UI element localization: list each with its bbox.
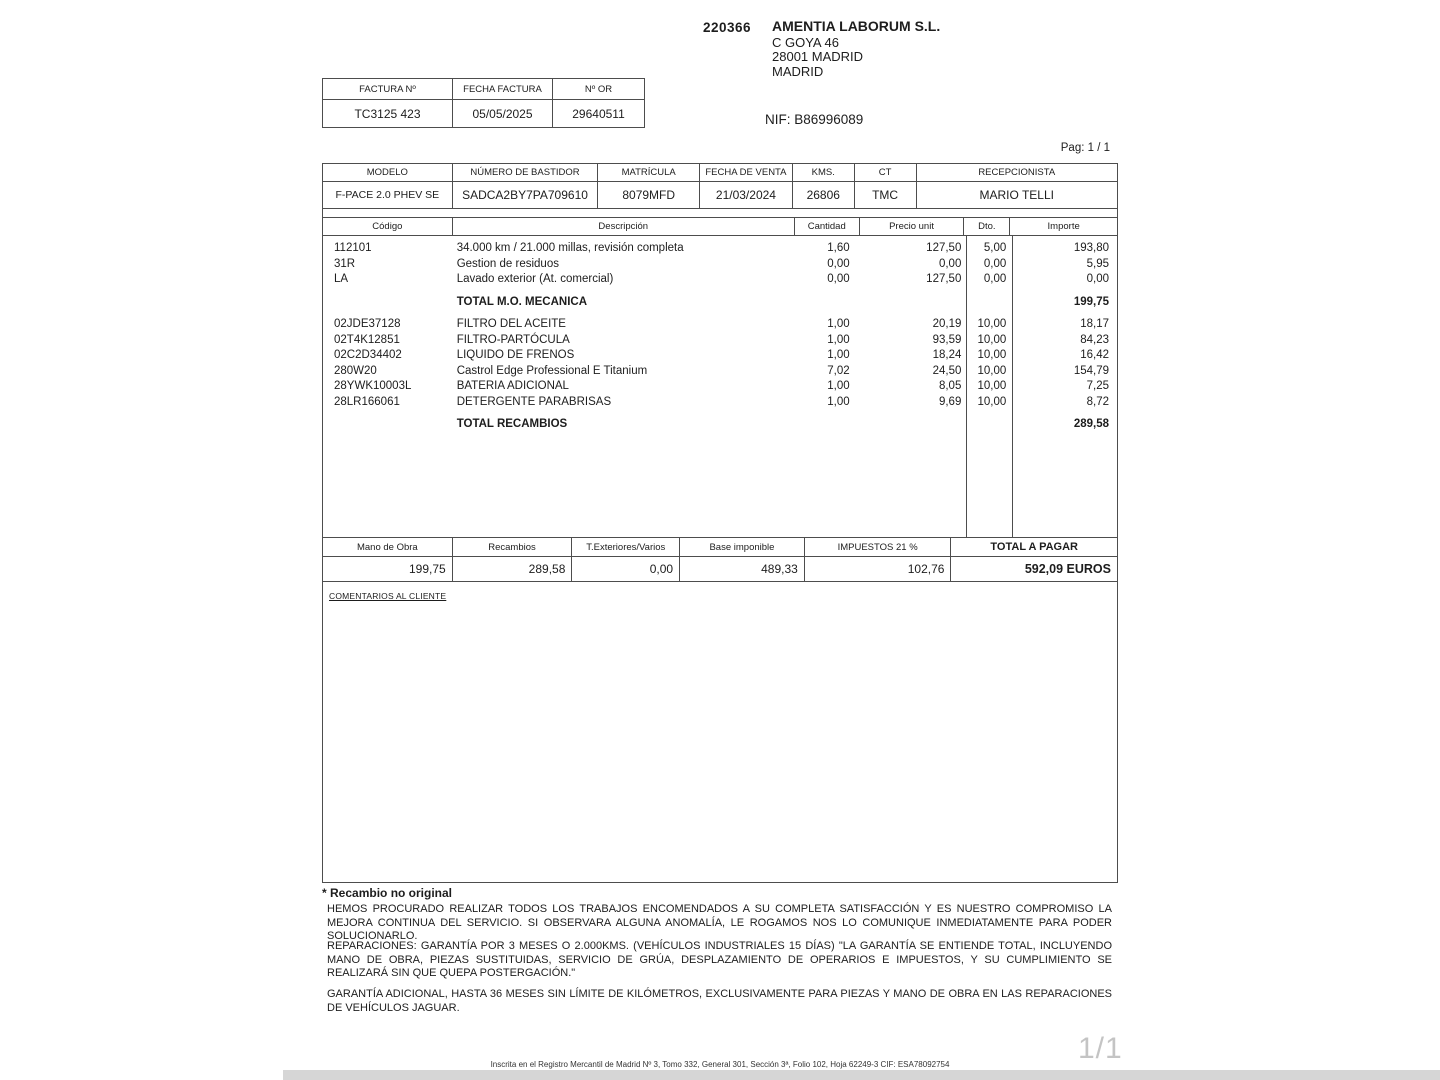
vehicle-header-row: [323, 164, 1117, 182]
item-qty: 7,02: [827, 364, 850, 377]
item-qty: 0,00: [827, 273, 850, 285]
item-qty: 1,00: [827, 349, 850, 361]
items-header-row: [323, 217, 1117, 236]
item-code: 02T4K12851: [334, 333, 400, 346]
company-name: AMENTIA LABORUM S.L.: [772, 18, 941, 34]
company-address-line: 28001 MADRID: [772, 49, 864, 64]
company-block: [772, 19, 940, 79]
part-row: [323, 317, 1117, 333]
exteriores-header: T.Exteriores/Varios: [572, 538, 680, 556]
item-dto: 0,00: [983, 257, 1007, 270]
or-value: 29640511: [572, 106, 625, 121]
factura-label: FACTURA Nº: [323, 79, 453, 100]
labor-row: [323, 241, 1117, 257]
company-address-line: MADRID: [772, 63, 824, 79]
invoice-info-box: [322, 78, 645, 128]
invoice-info-value-row: [323, 100, 644, 127]
item-code: 02JDE37128: [334, 318, 401, 330]
part-row: [323, 364, 1117, 380]
parts-total-amount: 289,58: [1073, 418, 1109, 430]
item-price: 20,19: [932, 318, 962, 330]
mano-obra-header: Mano de Obra: [323, 538, 453, 556]
item-price: 18,24: [932, 349, 962, 361]
matricula-value: 8079MFD: [598, 182, 700, 208]
fecha-venta-value: 21/03/2024: [700, 182, 793, 208]
warranty-note: REPARACIONES: GARANTÍA POR 3 MESES O 2.000KMS. (VEHÍCULOS INDUSTRIALES 15 DÍAS) "LA GARANTÍA SE ENTIENDE TOTAL, INCLUYENDO MANO DE OBRA, PIEZAS SUSTITUIDAS, SERVICIO DE GRÚA, DESPLAZAMIENTO DE OPERARIOS E IMPUESTOS, Y SU CUMPLIMIENTO SE REALIZARÁ SIN QUE QUEPA POSTERGACIÓN.": [327, 940, 1112, 979]
total-a-pagar-header: TOTAL A PAGAR: [990, 541, 1078, 553]
item-code: 28LR166061: [334, 395, 400, 408]
item-price: 127,50: [926, 242, 962, 254]
item-price: 0,00: [938, 257, 962, 270]
item-dto: 10,00: [977, 333, 1007, 346]
item-desc: LIQUIDO DE FRENOS: [456, 349, 575, 361]
items-body: [323, 236, 1117, 537]
fecha-factura-value: 05/05/2025: [453, 100, 553, 127]
comments-label: COMENTARIOS AL CLIENTE: [329, 591, 447, 601]
horizontal-scrollbar[interactable]: [283, 1070, 1440, 1080]
impuestos-header: IMPUESTOS 21 %: [805, 538, 952, 556]
item-code: 112101: [334, 242, 372, 254]
part-row: [323, 395, 1117, 411]
column-divider: [1012, 236, 1013, 537]
precio-header: Precio unit: [860, 218, 965, 235]
item-qty: 1,00: [827, 333, 850, 346]
item-code: 02C2D34402: [334, 349, 402, 361]
modelo-value: F-PACE 2.0 PHEV SE: [323, 182, 453, 208]
item-amount: 5,95: [1086, 257, 1109, 270]
modelo-header: MODELO: [323, 164, 453, 181]
item-amount: 16,42: [1080, 349, 1109, 361]
base-imponible-value: 489,33: [680, 557, 805, 581]
item-price: 9,69: [938, 395, 962, 408]
recambios-header: Recambios: [453, 538, 573, 556]
page-number-watermark: 1/1: [1078, 1032, 1123, 1065]
descripcion-header: Descripción: [453, 218, 795, 235]
mano-obra-value: 199,75: [323, 557, 453, 581]
parts-total-row: [323, 417, 1117, 433]
base-imponible-header: Base imponible: [680, 538, 805, 556]
page-indicator: Pag: 1 / 1: [1060, 142, 1110, 154]
item-amount: 18,17: [1080, 318, 1109, 330]
company-nif: NIF: B86996089: [765, 112, 864, 127]
company-address-line: C GOYA 46: [772, 34, 839, 50]
part-row: [323, 379, 1117, 395]
item-code: LA: [334, 273, 349, 285]
item-dto: 10,00: [977, 380, 1007, 392]
part-row: [323, 348, 1117, 364]
labor-row: [323, 257, 1117, 273]
total-a-pagar-value: 592,09 EUROS: [1024, 562, 1111, 576]
comments-section: [323, 582, 1117, 882]
item-desc: Castrol Edge Professional E Titanium: [456, 364, 648, 377]
dto-header: Dto.: [964, 218, 1010, 235]
table-gap: [323, 209, 1117, 217]
item-qty: 1,00: [827, 318, 850, 330]
kms-value: 26806: [793, 182, 855, 208]
recepcionista-header: RECEPCIONISTA: [978, 167, 1056, 178]
impuestos-value: 102,76: [805, 557, 952, 581]
ct-value: TMC: [855, 182, 917, 208]
item-price: 24,50: [932, 364, 962, 377]
item-code: 28YWK10003L: [334, 380, 412, 392]
invoice-table: [322, 163, 1118, 883]
item-amount: 84,23: [1080, 333, 1109, 346]
item-dto: 10,00: [977, 364, 1007, 377]
item-code: 31R: [334, 257, 356, 270]
fecha-factura-label: FECHA FACTURA: [453, 79, 553, 100]
order-number: 220366: [703, 20, 752, 35]
registry-legal-footer: Inscrita en el Registro Mercantil de Madrid Nº 3, Tomo 332, General 301, Sección 3ª, Folio 102, Hoja 62249-3 CIF: ESA78092754: [490, 1060, 950, 1069]
item-dto: 5,00: [983, 242, 1007, 254]
or-label: Nº OR: [553, 79, 644, 100]
kms-header: KMS.: [793, 164, 855, 181]
item-desc: BATERIA ADICIONAL: [456, 380, 569, 392]
totals-header-row: [323, 537, 1117, 557]
item-qty: 0,00: [827, 257, 850, 270]
fecha-venta-header: FECHA DE VENTA: [700, 164, 793, 181]
column-divider: [966, 236, 967, 537]
totals-value-row: [323, 557, 1117, 582]
item-dto: 10,00: [977, 395, 1007, 408]
parts-total-label: TOTAL RECAMBIOS: [456, 418, 568, 430]
item-dto: 10,00: [977, 349, 1007, 361]
item-desc: Gestion de residuos: [456, 257, 559, 270]
recepcionista-value: MARIO TELLI: [979, 188, 1054, 202]
part-row: [323, 333, 1117, 349]
non-original-part-footnote: * Recambio no original: [322, 886, 453, 900]
item-desc: FILTRO-PARTÓCULA: [456, 333, 570, 346]
labor-total-amount: 199,75: [1073, 295, 1109, 308]
item-amount: 193,80: [1073, 242, 1109, 254]
factura-value: TC3125 423: [323, 100, 453, 127]
item-amount: 154,79: [1073, 364, 1109, 377]
importe-header: Importe: [1047, 221, 1080, 232]
item-qty: 1,00: [827, 395, 850, 408]
ct-header: CT: [855, 164, 917, 181]
item-desc: 34.000 km / 21.000 millas, revisión completa: [456, 242, 684, 254]
item-desc: DETERGENTE PARABRISAS: [456, 395, 612, 408]
item-desc: FILTRO DEL ACEITE: [456, 318, 566, 330]
vehicle-value-row: [323, 182, 1117, 209]
invoice-info-header-row: [323, 79, 644, 100]
codigo-header: Código: [323, 218, 453, 235]
item-price: 8,05: [938, 380, 962, 392]
item-price: 93,59: [932, 333, 962, 346]
additional-warranty-note: GARANTÍA ADICIONAL, HASTA 36 MESES SIN LÍMITE DE KILÓMETROS, EXCLUSIVAMENTE PARA PIEZAS Y MANO DE OBRA EN LAS REPARACIONES DE VEHÍCULOS JAGUAR.: [327, 988, 1112, 1014]
matricula-header: MATRÍCULA: [598, 164, 700, 181]
item-amount: 7,25: [1086, 380, 1109, 392]
item-desc: Lavado exterior (At. comercial): [456, 273, 614, 285]
item-qty: 1,60: [827, 242, 850, 254]
bastidor-header: NÚMERO DE BASTIDOR: [453, 164, 599, 181]
item-code: 280W20: [334, 364, 377, 377]
item-price: 127,50: [926, 273, 962, 285]
cantidad-header: Cantidad: [795, 218, 860, 235]
labor-row: [323, 272, 1117, 288]
recambios-value: 289,58: [453, 557, 573, 581]
bastidor-value: SADCA2BY7PA709610: [453, 182, 599, 208]
labor-total-row: [323, 295, 1117, 311]
item-amount: 8,72: [1086, 395, 1109, 408]
labor-total-label: TOTAL M.O. MECANICA: [456, 295, 588, 308]
exteriores-value: 0,00: [572, 557, 680, 581]
item-amount: 0,00: [1086, 273, 1109, 285]
item-dto: 0,00: [983, 273, 1007, 285]
satisfaction-note: HEMOS PROCURADO REALIZAR TODOS LOS TRABAJOS ENCOMENDADOS A SU COMPLETA SATISFACCIÓN Y ES NUESTRO COMPROMISO LA MEJORA CONTINUA DEL SERVICIO. SI OBSERVARA ALGUNA ANOMALÍA, LE ROGAMOS NOS LO COMUNIQUE INMEDIATAMENTE PARA PODER SOLUCIONARLO.: [327, 903, 1112, 942]
item-dto: 10,00: [977, 318, 1007, 330]
item-qty: 1,00: [827, 380, 850, 392]
